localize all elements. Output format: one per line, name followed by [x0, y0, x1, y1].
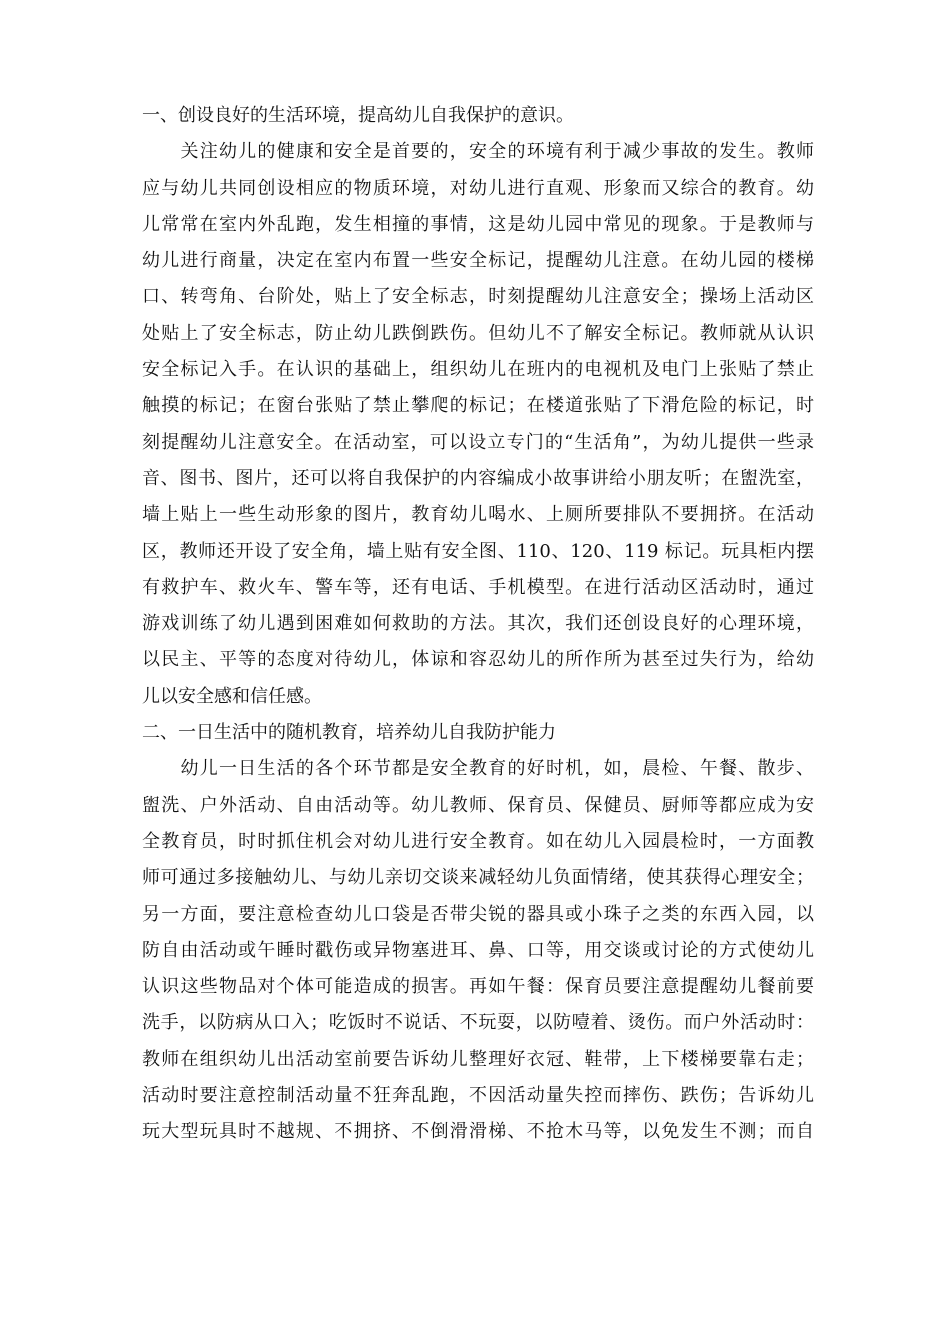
section-heading-2: 二、一日生活中的随机教育，培养幼儿自我防护能力	[142, 722, 556, 744]
paragraph-line: 防自由活动或午睡时戳伤或异物塞进耳、鼻、口等，用交谈或讨论的方式使幼儿	[142, 939, 814, 961]
paragraph-line: 墙上贴上一些生动形象的图片，教育幼儿喝水、上厕所要排队不要拥挤。在活动	[142, 504, 814, 526]
section-body-1	[142, 134, 814, 715]
paragraph-line: 洗手，以防病从口入；吃饭时不说话、不玩耍，以防噎着、烫伤。而户外活动时：	[142, 1012, 814, 1034]
paragraph-line: 触摸的标记；在窗台张贴了禁止攀爬的标记；在楼道张贴了下滑危险的标记，时	[142, 395, 814, 417]
paragraph-line: 盥洗、户外活动、自由活动等。幼儿教师、保育员、保健员、厨师等都应成为安	[142, 794, 814, 816]
paragraph-line: 儿常常在室内外乱跑，发生相撞的事情，这是幼儿园中常见的现象。于是教师与	[142, 213, 814, 235]
paragraph-line: 另一方面，要注意检查幼儿口袋是否带尖锐的器具或小珠子之类的东西入园，以	[142, 903, 814, 925]
paragraph-line: 幼儿一日生活的各个环节都是安全教育的好时机，如，晨检、午餐、散步、	[142, 758, 814, 780]
paragraph-line-last: 儿以安全感和信任感。	[142, 685, 322, 707]
paragraph-line: 关注幼儿的健康和安全是首要的，安全的环境有利于减少事故的发生。教师	[142, 141, 814, 163]
paragraph-line: 认识这些物品对个体可能造成的损害。再如午餐：保育员要注意提醒幼儿餐前要	[142, 976, 814, 998]
paragraph-line: 区，教师还开设了安全角，墙上贴有安全图、110、120、119 标记。玩具柜内摆	[142, 540, 814, 562]
paragraph-line: 全教育员，时时抓住机会对幼儿进行安全教育。如在幼儿入园晨检时，一方面教	[142, 830, 814, 852]
paragraph-line: 口、转弯角、台阶处，贴上了安全标志，时刻提醒幼儿注意安全；操场上活动区	[142, 286, 814, 308]
paragraph-line: 活动时要注意控制活动量不狂奔乱跑，不因活动量失控而摔伤、跌伤；告诉幼儿	[142, 1085, 814, 1107]
paragraph-line: 玩大型玩具时不越规、不拥挤、不倒滑滑梯、不抢木马等，以免发生不测；而自	[142, 1121, 814, 1143]
paragraph-line: 游戏训练了幼儿遇到困难如何救助的方法。其次，我们还创设良好的心理环境，	[142, 613, 814, 635]
paragraph-line: 音、图书、图片，还可以将自我保护的内容编成小故事讲给小朋友听；在盥洗室，	[142, 467, 814, 489]
paragraph-line: 处贴上了安全标志，防止幼儿跌倒跌伤。但幼儿不了解安全标记。教师就从认识	[142, 322, 814, 344]
document-page	[142, 98, 814, 1151]
paragraph-line: 有救护车、救火车、警车等，还有电话、手机模型。在进行活动区活动时，通过	[142, 576, 814, 598]
paragraph-line: 师可通过多接触幼儿、与幼儿亲切交谈来减轻幼儿负面情绪，使其获得心理安全；	[142, 867, 814, 889]
paragraph-line: 以民主、平等的态度对待幼儿，体谅和容忍幼儿的所作所为甚至过失行为，给幼	[142, 649, 814, 671]
section-heading-1: 一、创设良好的生活环境，提高幼儿自我保护的意识。	[142, 105, 574, 126]
paragraph-line: 应与幼儿共同创设相应的物质环境，对幼儿进行直观、形象而又综合的教育。幼	[142, 177, 814, 199]
paragraph-line: 刻提醒幼儿注意安全。在活动室，可以设立专门的“生活角”，为幼儿提供一些录	[142, 431, 814, 453]
section-body-2	[142, 751, 814, 1150]
paragraph-line: 教师在组织幼儿出活动室前要告诉幼儿整理好衣冠、鞋带，上下楼梯要靠右走；	[142, 1048, 814, 1070]
paragraph-line: 幼儿进行商量，决定在室内布置一些安全标记，提醒幼儿注意。在幼儿园的楼梯	[142, 250, 814, 272]
paragraph-line: 安全标记入手。在认识的基础上，组织幼儿在班内的电视机及电门上张贴了禁止	[142, 359, 814, 381]
